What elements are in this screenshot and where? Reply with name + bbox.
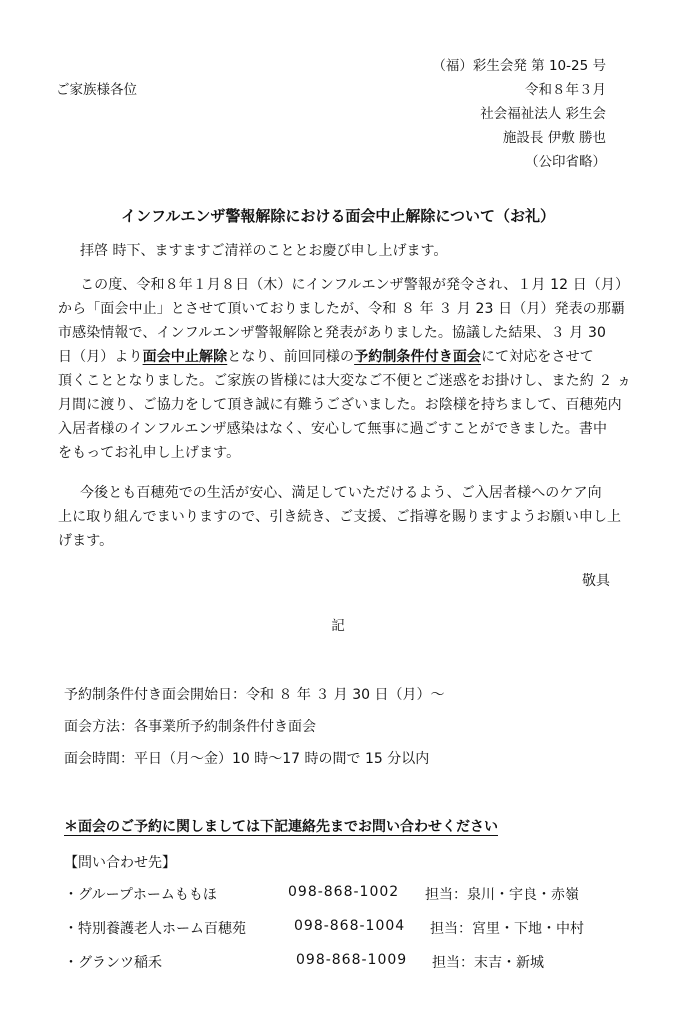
contact-staff: 担当：末吉・新城 bbox=[432, 955, 544, 971]
ki-marker: 記 bbox=[331, 618, 345, 634]
text-segment: となり、前回同様の bbox=[227, 349, 355, 365]
text-segment: 日（月）より bbox=[58, 349, 143, 365]
reservation-notice: ＊面会のご予約に関しましては下記連絡先までお問い合わせください bbox=[64, 819, 498, 835]
paragraph-line: 頂くこととなりました。ご家族の皆様には大変なご不便とご迷惑をお掛けし、また約 ２ ヵ bbox=[58, 373, 632, 389]
contact-phone: 098-868-1009 bbox=[296, 952, 408, 968]
paragraph-line: この度、令和８年１月８日（木）にインフルエンザ警報が発令され、１月 12 日（月） bbox=[80, 277, 630, 293]
contact-name: ・特別養護老人ホーム百穂苑 bbox=[64, 921, 246, 937]
recipient: ご家族様各位 bbox=[56, 82, 137, 98]
closing-keigu: 敬具 bbox=[582, 573, 610, 589]
greeting: 拝啓 時下、ますますご清祥のこととお慶び申し上げます。 bbox=[80, 243, 448, 259]
visit-start-date: 予約制条件付き面会開始日：令和 ８ 年 ３ 月 30 日（月）～ bbox=[64, 687, 445, 703]
organization-name: 社会福祉法人 彩生会 bbox=[480, 106, 606, 122]
visit-method: 面会方法：各事業所予約制条件付き面会 bbox=[64, 719, 316, 735]
contact-heading: 【問い合わせ先】 bbox=[64, 855, 176, 871]
document-title: インフルエンザ警報解除における面会中止解除について（お礼） bbox=[120, 207, 556, 225]
paragraph-line: 上に取り組んでまいりますので、引き続き、ご支援、ご指導を賜りますようお願い申し上 bbox=[58, 509, 622, 525]
emphasis-reservation-visit: 予約制条件付き面会 bbox=[354, 349, 482, 365]
paragraph-line: 今後とも百穂苑での生活が安心、満足していただけるよう、ご入居者様へのケア向 bbox=[80, 485, 602, 501]
paragraph-line: から「面会中止」とさせて頂いておりましたが、令和 ８ 年 ３ 月 23 日（月）発表の那覇 bbox=[58, 301, 626, 317]
document-number: （福）彩生会発 第 10-25 号 bbox=[432, 58, 606, 74]
text-segment: にて対応をさせて bbox=[481, 349, 594, 365]
issue-date: 令和８年３月 bbox=[525, 82, 606, 98]
paragraph-line bbox=[58, 346, 594, 366]
paragraph-line: 月間に渡り、ご協力をして頂き誠に有難うございました。お陰様を持ちまして、百穂苑内 bbox=[58, 397, 622, 413]
paragraph-line: げます。 bbox=[58, 533, 114, 549]
contact-name: ・グランツ稲禾 bbox=[64, 955, 162, 971]
director-name: 施設長 伊敷 勝也 bbox=[502, 130, 606, 146]
paragraph-line: 市感染情報で、インフルエンザ警報解除と発表がありました。協議した結果、３ 月 30 bbox=[58, 325, 606, 341]
contact-name: ・グループホームももほ bbox=[64, 887, 217, 903]
emphasis-visit-resumed: 面会中止解除 bbox=[142, 349, 228, 365]
contact-phone: 098-868-1004 bbox=[294, 918, 406, 934]
paragraph-line: 入居者様のインフルエンザ感染はなく、安心して無事に過ごすことができました。書中 bbox=[58, 421, 608, 437]
contact-staff: 担当：宮里・下地・中村 bbox=[430, 921, 584, 937]
seal-omitted-note: （公印省略） bbox=[525, 154, 606, 170]
contact-phone: 098-868-1002 bbox=[288, 884, 400, 900]
visit-hours: 面会時間：平日（月～金）10 時～17 時の間で 15 分以内 bbox=[64, 751, 430, 767]
contact-staff: 担当：泉川・宇良・赤嶺 bbox=[425, 887, 579, 903]
paragraph-line: をもってお礼申し上げます。 bbox=[58, 445, 241, 461]
